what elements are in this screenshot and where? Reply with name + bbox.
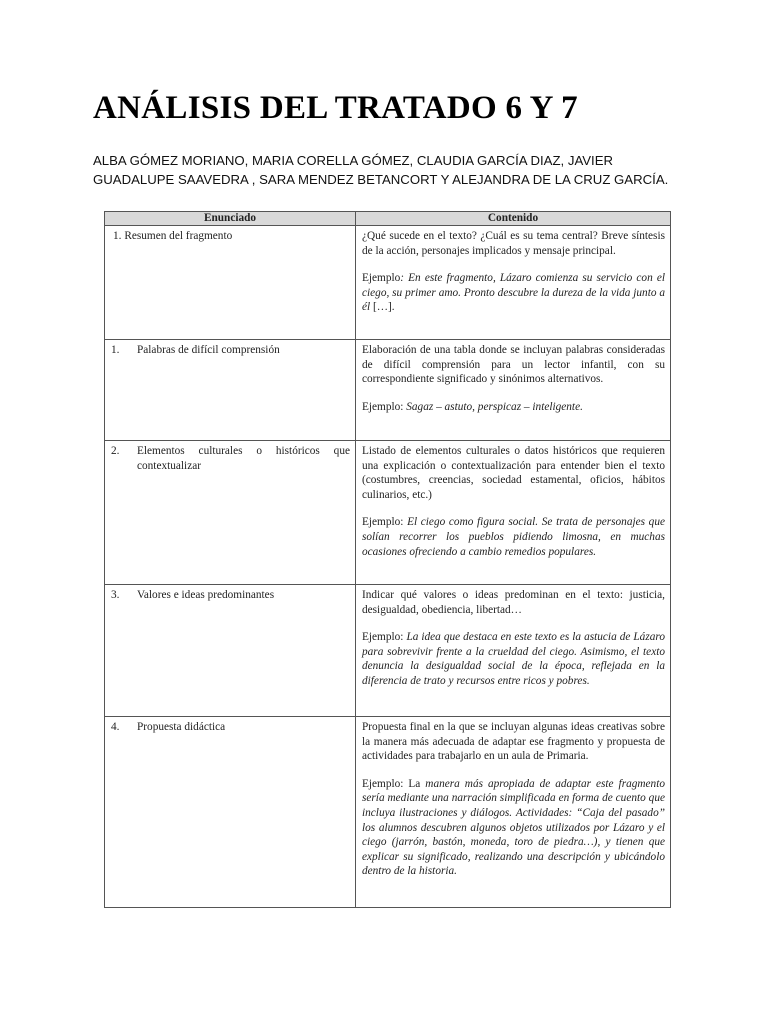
document-title: ANÁLISIS DEL TRATADO 6 Y 7 bbox=[93, 90, 578, 126]
enunciado-cell bbox=[105, 226, 356, 340]
example-prefix: Ejemplo: bbox=[362, 516, 408, 529]
item-label: Elementos culturales o históricos que contextualizar bbox=[137, 445, 350, 472]
table-row bbox=[105, 585, 671, 717]
example-prefix: Ejemplo bbox=[362, 272, 401, 285]
item-example bbox=[362, 630, 665, 688]
item-number: 2. bbox=[111, 445, 120, 457]
table-header-row bbox=[105, 212, 671, 226]
example-text: La idea que destaca en este texto es la astucia de Lázaro para sobrevivir frente a la crueldad del ciego. Asimismo, el texto denuncia la desigualdad social de la época, reflejada en la diferencia de trato y recursos entre ricos y pobres. bbox=[362, 631, 665, 687]
enunciado-cell bbox=[105, 717, 356, 908]
item-number: 4. bbox=[111, 721, 120, 733]
table-row bbox=[105, 717, 671, 908]
item-example bbox=[362, 400, 665, 415]
authors-line: ALBA GÓMEZ MORIANO, MARIA CORELLA GÓMEZ, CLAUDIA GARCÍA DIAZ, JAVIER GUADALUPE SAAVEDRA , SARA MENDEZ BETANCORT Y ALEJANDRA DE LA CRUZ GARCÍA. bbox=[93, 153, 669, 187]
item-example bbox=[362, 515, 665, 559]
item-example bbox=[362, 271, 665, 315]
example-prefix: Ejemplo: bbox=[362, 400, 407, 413]
item-label: Propuesta didáctica bbox=[137, 721, 226, 733]
item-description: Propuesta final en la que se incluyan algunas ideas creativas sobre la manera más adecuada de adaptar ese fragmento y propuesta de actividades para trabajarlo en un aula de Primaria. bbox=[362, 721, 665, 763]
table-row bbox=[105, 226, 671, 340]
example-suffix: […]. bbox=[370, 301, 395, 314]
contenido-cell bbox=[356, 441, 671, 585]
contenido-cell bbox=[356, 585, 671, 717]
enunciado-cell bbox=[105, 441, 356, 585]
analysis-table bbox=[104, 211, 671, 908]
enunciado-cell bbox=[105, 340, 356, 441]
item-example bbox=[362, 777, 665, 879]
item-description: Listado de elementos culturales o datos históricos que requieren una explicación o contextualización para entender bien el texto (costumbres, creencias, sociedad estamental, oficios, hábitos culinarios, etc.) bbox=[362, 445, 665, 501]
item-label: Resumen del fragmento bbox=[124, 230, 233, 242]
example-prefix: Ejemplo: La bbox=[362, 777, 426, 790]
header-enunciado: Enunciado bbox=[105, 212, 356, 226]
contenido-cell bbox=[356, 226, 671, 340]
item-description: ¿Qué sucede en el texto? ¿Cuál es su tema central? Breve síntesis de la acción, personajes implicados y mensaje principal. bbox=[362, 230, 665, 257]
table-row bbox=[105, 441, 671, 585]
example-text: Sagaz – astuto, perspicaz – inteligente. bbox=[406, 400, 583, 413]
header-contenido: Contenido bbox=[356, 212, 671, 226]
contenido-cell bbox=[356, 717, 671, 908]
example-text: : En este fragmento, Lázaro comienza su servicio con el ciego, su primer amo. Pronto descubre la dureza de la vida junto a él bbox=[362, 272, 665, 314]
example-text: manera más apropiada de adaptar este fragmento sería mediante una narración simplificada en forma de cuento que incluya ilustraciones y diálogos. Actividades: “Caja del pasado” los alumnos descubren algunos objetos utilizados por Lázaro y el ciego (jarrón, bastón, moneda, toro de piedra…), y tienen que explicar su significado, realizando una descripción y ubicándolo dentro de la historia. bbox=[362, 777, 665, 878]
contenido-cell bbox=[356, 340, 671, 441]
item-label: Palabras de difícil comprensión bbox=[137, 344, 280, 356]
item-description: Elaboración de una tabla donde se incluyan palabras consideradas de difícil comprensión para un lector infantil, con su correspondiente significado y sinónimos alternativos. bbox=[362, 344, 665, 386]
item-label: Valores e ideas predominantes bbox=[137, 589, 275, 601]
enunciado-cell bbox=[105, 585, 356, 717]
item-number: 1. bbox=[111, 344, 120, 356]
example-text: El ciego como figura social. Se trata de personajes que solían recorrer los pueblos pidiendo limosna, en muchas ocasiones ofreciendo a cambio remedios populares. bbox=[362, 516, 665, 558]
example-prefix: Ejemplo: bbox=[362, 631, 407, 644]
item-description: Indicar qué valores o ideas predominan en el texto: justicia, desigualdad, obediencia, libertad… bbox=[362, 589, 665, 616]
item-number: 1. bbox=[113, 230, 122, 242]
table-row bbox=[105, 340, 671, 441]
item-number: 3. bbox=[111, 589, 120, 601]
